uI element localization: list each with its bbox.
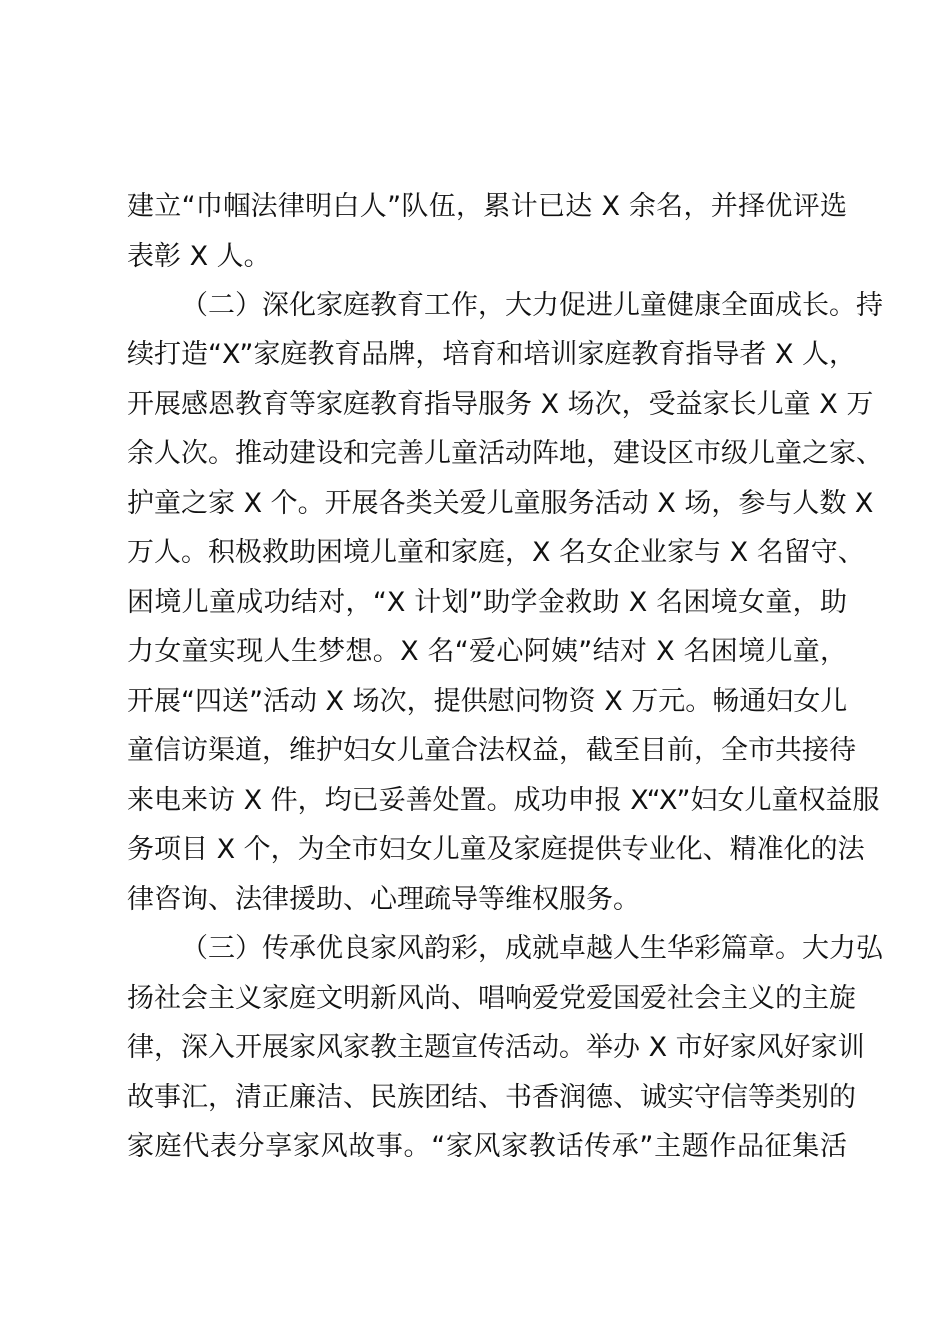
text-line: 律咨询、法律援助、心理疏导等维权服务。 bbox=[127, 884, 640, 915]
section-heading-3: （三）传承优良家风韵彩，成就卓越人生华彩篇章。大力弘 bbox=[181, 933, 883, 964]
text-line: 来电来访 X 件，均已妥善处置。成功申报 X“X”妇女儿童权益服 bbox=[127, 785, 880, 816]
text-line: 开展“四送”活动 X 场次，提供慰问物资 X 万元。畅通妇女儿 bbox=[127, 686, 848, 717]
text-line: 力女童实现人生梦想。X 名“爱心阿姨”结对 X 名困境儿童， bbox=[127, 636, 847, 667]
text-line: 扬社会主义家庭文明新风尚、唱响爱党爱国爱社会主义的主旋 bbox=[127, 983, 856, 1014]
text-line: 余人次。推动建设和完善儿童活动阵地，建设区市级儿童之家、 bbox=[127, 438, 883, 469]
text-line: 务项目 X 个，为全市妇女儿童及家庭提供专业化、精准化的法 bbox=[127, 834, 865, 865]
text-line: 童信访渠道，维护妇女儿童合法权益，截至目前，全市共接待 bbox=[127, 735, 856, 766]
text-line: 律，深入开展家风家教主题宣传活动。举办 X 市好家风好家训 bbox=[127, 1032, 865, 1063]
text-line: 困境儿童成功结对，“X 计划”助学金救助 X 名困境女童，助 bbox=[127, 587, 847, 618]
text-line: 家庭代表分享家风故事。“家风家教话传承”主题作品征集活 bbox=[127, 1131, 847, 1162]
section-heading-2: （二）深化家庭教育工作，大力促进儿童健康全面成长。持 bbox=[181, 290, 883, 321]
text-line: 建立“巾帼法律明白人”队伍，累计已达 X 余名，并择优评选 bbox=[127, 191, 847, 222]
text-line: 故事汇，清正廉洁、民族团结、书香润德、诚实守信等类别的 bbox=[127, 1082, 856, 1113]
text-line: 续打造“X”家庭教育品牌，培育和培训家庭教育指导者 X 人， bbox=[127, 339, 857, 370]
text-line: 护童之家 X 个。开展各类关爱儿童服务活动 X 场，参与人数 X bbox=[127, 488, 874, 519]
text-line: 表彰 X 人。 bbox=[127, 241, 271, 272]
text-line: 开展感恩教育等家庭教育指导服务 X 场次，受益家长儿童 X 万 bbox=[127, 389, 874, 420]
text-line: 万人。积极救助困境儿童和家庭，X 名女企业家与 X 名留守、 bbox=[127, 537, 865, 568]
